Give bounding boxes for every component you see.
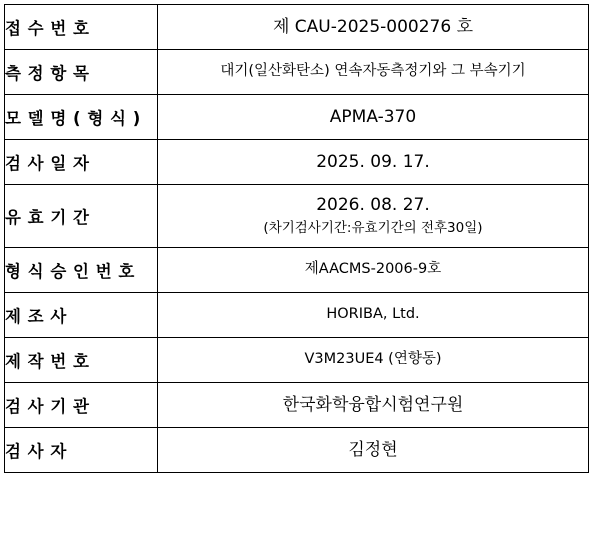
row-value — [158, 428, 589, 473]
certificate-table-body — [5, 5, 589, 473]
row-label: 제 조 사 — [5, 293, 158, 338]
row-label: 검 사 일 자 — [5, 140, 158, 185]
row-value-main: 제 CAU-2025-000276 호 — [272, 16, 474, 37]
row-value — [158, 140, 589, 185]
row-value-main: V3M23UE4 (연향동) — [304, 351, 442, 368]
row-value — [158, 95, 589, 140]
row-value-main: 2025. 09. 17. — [316, 151, 430, 172]
table-row — [5, 50, 589, 95]
row-label: 형 식 승 인 번 호 — [5, 248, 158, 293]
row-value-main: 김정현 — [348, 439, 398, 460]
table-row — [5, 428, 589, 473]
row-value-sub: (차기검사기간:유효기간의 전후30일) — [263, 220, 483, 237]
certificate-table — [4, 4, 589, 473]
row-label: 측 정 항 목 — [5, 50, 158, 95]
row-label: 모 델 명 ( 형 식 ) — [5, 95, 158, 140]
row-value-main: 한국화학융합시험연구원 — [282, 394, 464, 415]
table-row — [5, 140, 589, 185]
row-value-main: APMA-370 — [329, 106, 417, 127]
table-row — [5, 338, 589, 383]
table-row — [5, 293, 589, 338]
row-value-main: 대기(일산화탄소) 연속자동측정기와 그 부속기기 — [220, 63, 526, 80]
row-value-main: HORIBA, Ltd. — [326, 306, 420, 323]
row-value — [158, 338, 589, 383]
row-label: 접 수 번 호 — [5, 5, 158, 50]
table-row — [5, 185, 589, 248]
row-label: 제 작 번 호 — [5, 338, 158, 383]
row-value — [158, 293, 589, 338]
row-label: 검 사 자 — [5, 428, 158, 473]
row-value-main: 2026. 08. 27. — [316, 195, 430, 216]
certificate-sheet — [0, 4, 600, 539]
table-row — [5, 95, 589, 140]
row-value — [158, 5, 589, 50]
row-value — [158, 185, 589, 248]
table-row — [5, 248, 589, 293]
row-value — [158, 383, 589, 428]
row-value — [158, 50, 589, 95]
row-value — [158, 248, 589, 293]
row-label: 유 효 기 간 — [5, 185, 158, 248]
row-label: 검 사 기 관 — [5, 383, 158, 428]
row-value-main: 제AACMS-2006-9호 — [304, 261, 442, 278]
table-row — [5, 5, 589, 50]
table-row — [5, 383, 589, 428]
